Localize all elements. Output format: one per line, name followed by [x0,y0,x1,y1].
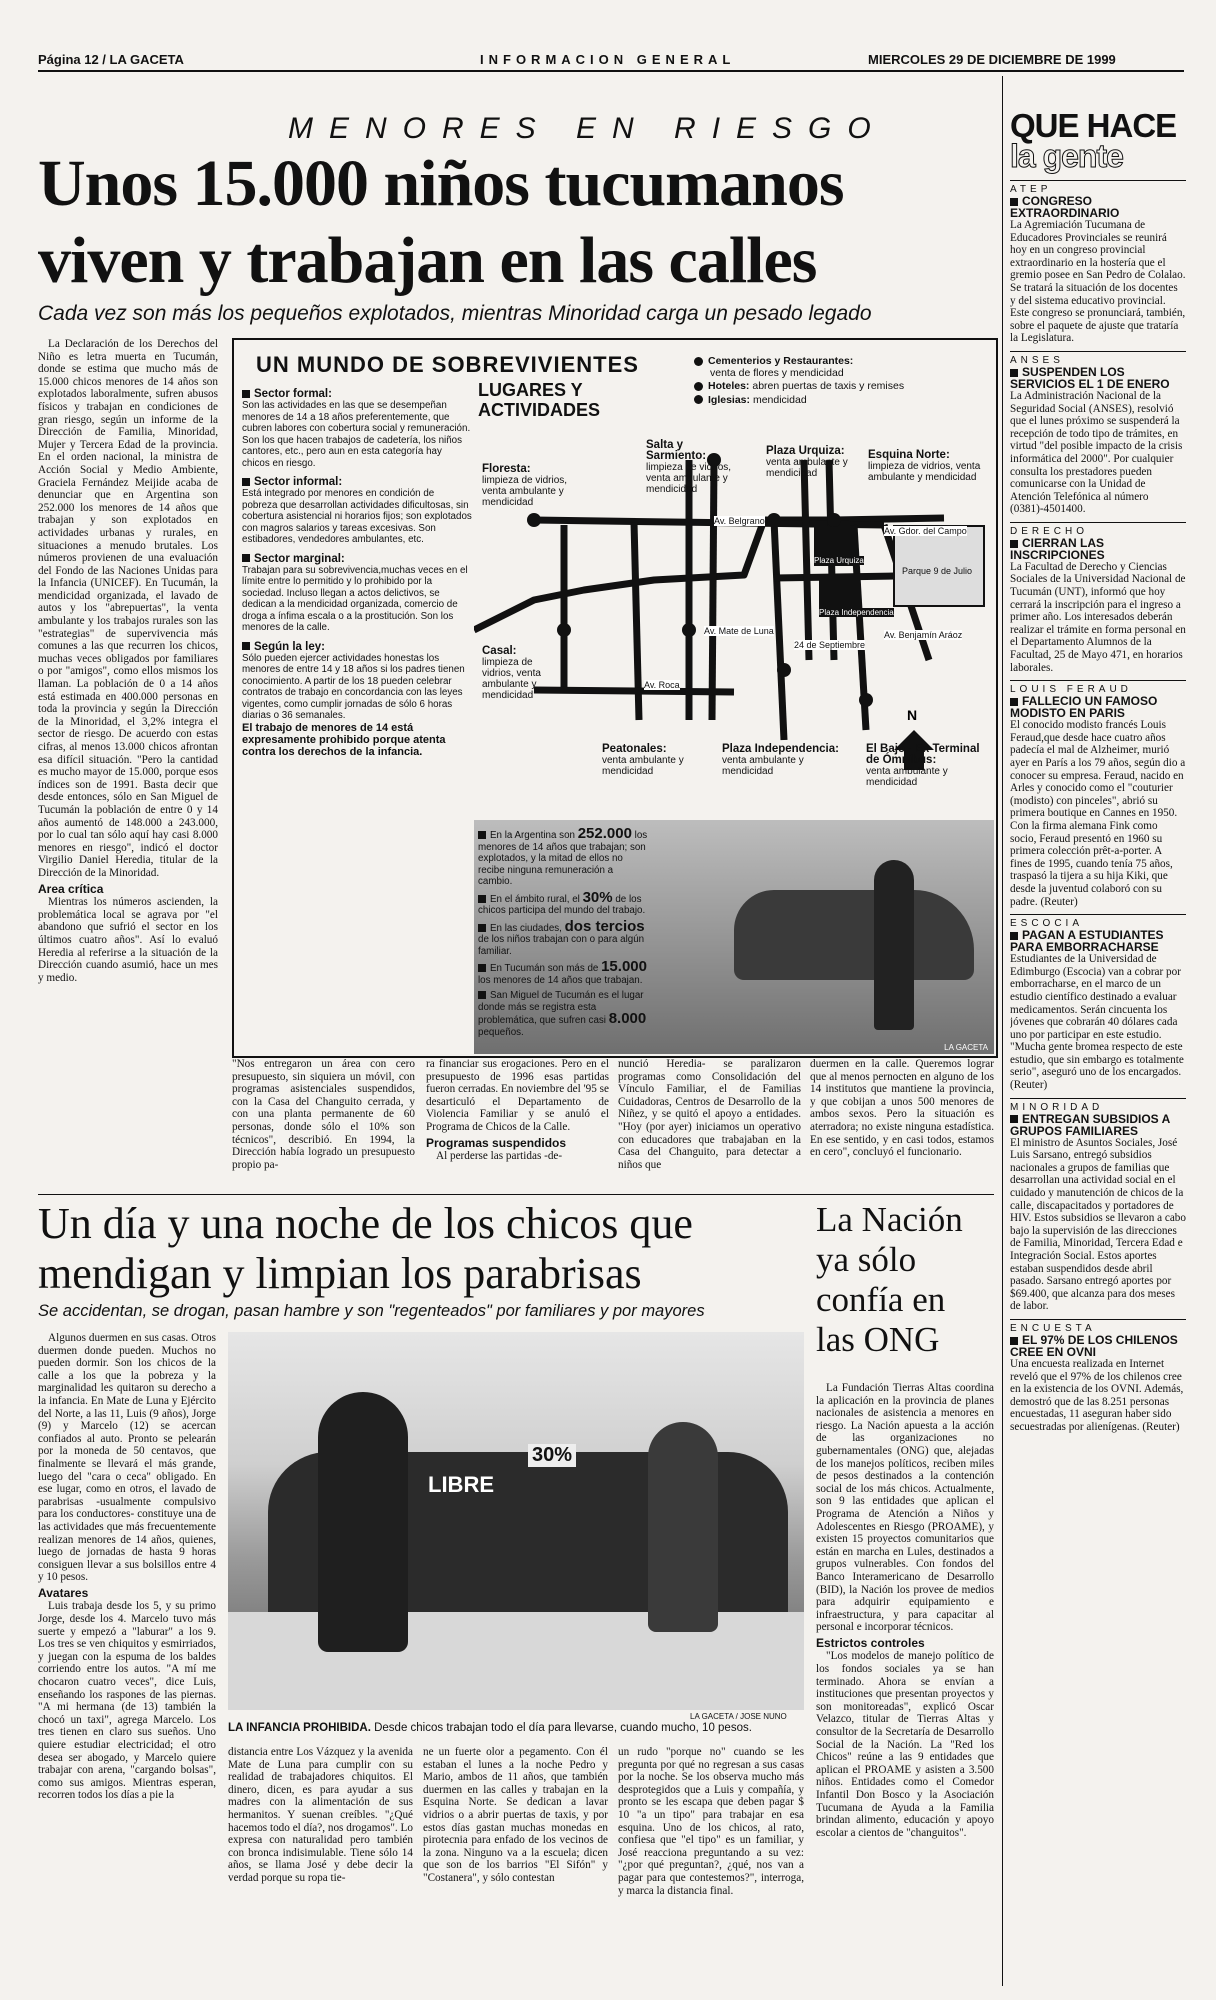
place-label: Esquina Norte: limpieza de vidrios, venta ambulante y mendicidad [868,449,981,483]
section-name: INFORMACION GENERAL [480,52,736,67]
sector-item [242,641,472,758]
map-legend [694,356,994,406]
street-label: Parque 9 de Julio [902,566,973,576]
main-bottom-col4 [810,1058,994,1188]
sidebar-item: ENCUESTA EL 97% DE LOS CHILENOS CREE EN OVNI Una encuesta realizada en Internet reveló que el 97% de los chilenos cree en la existencia de los OVNI. Además, demostró que de las 8.251 personas encuestadas, 11 aseguran haber sido secuestradas por alienígenas. (Reuter) [1010,1319,1186,1434]
main-bottom-text: nunció Heredia- se paralizaron programas como Consolidación del Vínculo Familiar, el de Familias Cuidadoras, Centros de Desarrollo de la Niñez, y se quitó el apoyo a entidades. "Hoy (por ayer) iniciamos un operativo con educadores que trabajaban en la Casa del Changuito, para detectar a niños que [618,1058,801,1171]
map-street [712,460,714,720]
infographic-subtitle: LUGARES Y ACTIVIDADES [478,380,601,420]
sidebar-title-1: QUE HACE [1010,110,1177,144]
map-street [534,690,734,692]
main-bottom-col3 [618,1058,801,1188]
child-silhouette [318,1392,408,1652]
sector-item [242,388,472,469]
map-point [827,513,841,527]
street-label: 24 de Septiembre [794,640,866,650]
sector-bold-text: El trabajo de menores de 14 está expresamente prohibido porque atenta contra los derechos de la infancia. [242,721,446,758]
place-label: Floresta: limpieza de vidrios, venta ambulante y mendicidad [482,463,568,508]
sector-item [242,476,472,546]
sector-text: Está integrado por menores en condición de pobreza que desarrollan actividades dificultosas, sin cobertura asistencial ni horarios fijos; son explotados con magros salarios y tareas excesivas. Son estibadores, vendedores ambulantes, etc. [242,488,472,545]
third-body-text: La Fundación Tierras Altas coordina la aplicación en la provincia de planes nacionales de asistencia a menores en riesgo. La Nación apuesta a la acción de las organizaciones no gubernamentales (ONG) que, alejadas de los manejos políticos, reciben miles de pesos destinados a la contención social de los más chicos. Actualmente, son 9 las entidades que aplican el Programa de Atención a Niños y Adolescentes en Riesgo (PROAME), y existen 15 proyectos comunitarios que están en marcha en Lules, destinados a grupos vulnerables. Con fondos del Banco Interamericano de Desarrollo (BID), la Nación los provee de medios para adquirir equipamiento e infraestructura, y para capacitar al personal e incorporar técnicos. [816,1382,994,1634]
sector-title: Sector informal: [254,476,343,488]
sidebar-item: DERECHO CIERRAN LAS INSCRIPCIONES La Facultad de Derecho y Ciencias Sociales de la Universidad Nacional de Tucumán (UNT), informó que hoy cerrará la inscripción para el ingreso a primer año. Los interesados deberán realizar el trámite en forma personal en el Departamento Alumnos de la Facultad, 25 de Mayo 471, en horarios laborales. [1010,522,1186,674]
second-bottom-col2 [423,1746,608,1986]
photo-sign: 30% [528,1444,576,1467]
main-subhead-area: Area crítica [38,881,104,896]
sector-text: Sólo pueden ejercer actividades honestas los menores de entre 14 y 18 años si los padres tienen conocimiento. A partir de los 18 pueden celebrar contratos de trabajo en concordancia con las leyes vigentes, como cumplir jornadas de sólo 6 horas diarias o 36 semanales. [242,652,465,721]
main-kicker: MENORES EN RIESGO [288,112,887,145]
infographic-credit: LA GACETA [944,1043,988,1052]
sector-text: Son las actividades en las que se desempeñan menores de 14 a 18 años preferentemente, que cubren labores con cobertura social y remuneración. Son los que hacen trabajos de cadetería, los niños cantores, etc., pero aun en esta categoría hay chicos en riesgo. [242,400,471,469]
street-label: Av. Mate de Luna [704,626,774,636]
map-point [859,693,873,707]
bullet-icon [1010,698,1018,706]
bullet-icon [478,924,486,932]
second-bottom-col1 [228,1746,413,1986]
second-bottom-text: ne un fuerte olor a pegamento. Con él estaban el lunes a la noche Pedro y Mario, ambos de 11 años, que también duermen en las calles y trabajan en la Esquina Norte. Se dedican a lavar vidrios o a abrir puertas de taxis, y por estos días gastan muchas monedas en pirotecnia para enfado de los vecinos de la zona. Ninguno va a la escuela; dicen que son de los barrios "El Sifón" y "Costanera", y sólo contestan [423,1746,608,1884]
legend-dot-icon [694,382,703,391]
second-bottom-col3 [618,1746,804,1986]
second-bottom-text: un rudo "porque no" cuando se les pregunta por qué no regresan a sus casas por la noche. Se los observa mucho más desprotegidos que a Luis y compañía, y pronto se les escapa que deben pagar $ 10 "a un tipo" para trabajar en esa esquina. Uno de los chicos, al rato, confiesa que "el tipo" es un familiar, y José reacciona preguntando a su vez: "¿por qué preguntan?, ¿qué, nos van a pagar para que contestemos?", interroga, y marca la distancia final. [618,1746,804,1897]
third-headline: La Nación ya sólo confía en las ONG [816,1200,963,1359]
legend-dot-icon [694,357,703,366]
photo-sign: LIBRE [428,1472,494,1497]
main-deck: Cada vez son más los pequeños explotados, mientras Minoridad carga un pesado legado [38,302,872,325]
fact-item: En Tucumán son más de 15.000 los menores de 14 años que trabajan. [478,958,647,986]
place-label: Peatonales: venta ambulante y mendicidad [602,743,684,777]
bullet-icon [478,991,486,999]
main-body-col1 [38,338,218,1073]
third-body [816,1382,994,1986]
map-street [804,460,809,660]
sidebar-item: LOUIS FERAUD FALLECIO UN FAMOSO MODISTO EN PARIS El conocido modisto francés Louis Feraud,que desde hace cuatro años padecía el mal de Alzheimer, murió ayer en París a los 79 años, según dio a conocer su empresa. Feraud, nacido en Arles y conocido como el "couturier (modisto) con pinceles", abrió su primera boutique en Cannes en 1950. Con la firma alemana Fink como socio, Feraud presentó en 1960 su primera colección prêt-a-porter. A fines de 1995, cuando tenía 75 años, traspasó la tijera a su hija Kiki, que desde la juventud colaboró con su padre. (Reuter) [1010,680,1186,908]
bullet-icon [478,831,486,839]
sector-title: Según la ley: [254,640,325,653]
section-divider [38,1194,994,1195]
second-bottom-text: distancia entre Los Vázquez y la avenida Mate de Luna para cumplir con su realidad de trabajadores chiquitos. El dinero, dicen, es para ayudar a sus madres con la alimentación de sus hermanitos. Y suenan creíbles. "¿Qué hacemos todo el día?, nos drogamos". Lo expresa con naturalidad pero también con bronca indisimulable. Tiene sólo 14 años, se llama José y debe decir la verdad porque su ropa tie- [228,1746,413,1884]
facts-list [478,825,648,1038]
page-number: Página 12 / LA GACETA [38,52,184,67]
legend-title: Hoteles: [708,380,750,392]
sidebar-item: ANSES SUSPENDEN LOS SERVICIOS EL 1 DE ENERO La Administración Nacional de la Seguridad Social (ANSES), resolvió que el lunes próximo se suspenderá la recepción de todo tipo de trámites, en virtud "del posible impacto de la crisis informática del 2000". Por cualquier consulta los prestadores pueden comunicarse con la Unidad de Atención Telefónica al número (0381)-4501400. [1010,351,1186,516]
street-label: Av. Belgrano [714,516,765,526]
bullet-icon [1010,1337,1018,1345]
sidebar-divider [1002,76,1003,1986]
second-headline-1: Un día y una noche de los chicos que [38,1199,693,1248]
third-body-text-b: "Los modelos de manejo político de los fondos sociales ya se han terminado. Ahora se envían a instituciones que presentan proyectos y son monitoreadas", explicó Oscar Velazco, titular de Tierras Altas y consultor de la Secretaría de Desarrollo Social de la Nación. La "Red los Chicos" reúne a las 9 entidades que aplican el PROAME y asisten a 3.500 niños. Entidades como el Comedor Infantil Don Bosco y la Asociación Tucumana de Ayuda a la Familia brindan alimento, educación y apoyo escolar a cientos de "changuitos". [816,1650,994,1839]
second-body-text: Algunos duermen en sus casas. Otros duermen donde pueden. Muchos no pueden dormir. Son los chicos de la calle a los que la pobreza y la marginalidad les quitaron su derecho a la infancia. En Mate de Luna y Ejército del Norte, a las 11, Luis (9 años), Jorge (9) y Marcelo (12) se acercan confiados al auto. Pronto se pelearán por la moneda de 50 centavos, que finalmente se llevará el más grande, luego del "cara o ceca" obligado. En ese lugar, como en otros, el lavado de parabrisas -usualmente compulsivo para los conductores- constituye una de las actividades que más frecuentemente realizan menores de 14 años, quienes, luego de jornadas de hasta 9 horas consiguen llevar a sus bolsillos entre 4 y 10 pesos. [38,1332,216,1584]
sector-list [242,388,472,765]
bullet-icon [242,390,250,398]
main-headline-1: Unos 15.000 niños tucumanos [38,147,844,220]
north-label: N [907,707,918,723]
car-hood-shape [228,1612,804,1710]
bullet-icon [1010,1115,1018,1123]
fact-item: En las ciudades, dos tercios de los niños trabajan con o para algún familiar. [478,917,645,957]
main-bottom-col1 [232,1058,415,1188]
legend-title: Iglesias: [708,393,751,406]
sidebar-item: ATEP CONGRESO EXTRAORDINARIO La Agremiación Tucumana de Educadores Provinciales se reunirá hoy en un congreso provincial extraordinario en la hostería que el gremio posee en San Pedro de Colalao. Se tratará la situación de los docentes y del sistema educativo provincial. Este congreso se pronunciará, también, sobre el paquete de ajuste que trataría la Legislatura. [1010,180,1186,345]
bullet-icon [242,554,250,562]
page-date: MIERCOLES 29 DE DICIEMBRE DE 1999 [868,52,1116,67]
map-point [557,623,571,637]
bullet-icon [242,642,250,650]
fact-item: San Miguel de Tucumán es el lugar donde más se registra esta problemática, que sufren casi 8.000 pequeños. [478,990,647,1038]
street-label: Av. Gdor. del Campo [884,526,967,536]
main-body-text: La Declaración de los Derechos del Niño es letra muerta en Tucumán, donde se estima que mucho más de 15.000 chicos menores de 14 años son explotados laboralmente, sufren abusos físicos y trabajan en condiciones de gran riesgo, según un informe de la Dirección de Familia, Minoridad, Mujer y Tercera Edad de la provincia. En el orden nacional, la ministra de Acción Social y Medio Ambiente, Graciela Fernández Meijide acaba de denunciar que en Argentina son 252.000 los menores de 14 años que trabajan y son explotados en actividades urbanas y rurales, en situaciones a menudo brutales. Los números provienen de una evaluación del Fondo de las Naciones Unidas para la Infancia (UNICEF). En Tucumán, la mendicidad organizada, el lavado de autos y los "abrepuertas", la venta ambulante y los trabajos rurales son las "estrategias" de supervivencia más comunes a las que recurren los chicos, muchas veces obligados por familiares o por "amigos", como ellos mismos los llaman. La población de 0 a 14 años está estimada en 400.000 personas en toda la provincia y según la Dirección de la Minoridad, el 3,2% integra el sector de riesgo. De acuerdo con estas cifras, al menos 13.000 chicos afrontan esa difícil situación. "Pero la cantidad es mucho mayor de 15.000, porque esos índices son de 1991. Basta decir que desde entonces, sólo en San Miguel de Tucumán la población de entre 0 y 14 años aumentó de 148.000 a 243.000, por lo cual tan sólo aquí hay casi 8.000 menores en riesgo", indicó el doctor Virgilio Daniel Heredia, titular de la Dirección de la Minoridad. [38,338,218,879]
sidebar-item: ESCOCIA PAGAN A ESTUDIANTES PARA EMBORRACHARSE Estudiantes de la Universidad de Edimburgo (Escocia) van a cobrar por emborracharse, en el marco de un estudio científico destinado a evaluar medicamentos. Serán cincuenta los jóvenes que cobrarán 40 dólares cada uno por participar en este estudio. "Mucha gente bromea respecto de este estudio, que sin embargo es totalmente serio", aseguró uno de los encargados. (Reuter) [1010,914,1186,1092]
bullet-icon [1010,198,1018,206]
main-bottom-text: duermen en la calle. Queremos lograr que al menos pernocten en alguno de los 14 institutos que mantiene la provincia, y que cobijan a unos 500 menores de ambos sexos. Pero la situación es aterradora; no existe ninguna estadística. En ese sentido, y en casi todos, estamos en cero", concluyó el funcionario. [810,1058,994,1159]
bullet-icon [478,895,486,903]
fact-item: En el ámbito rural, el 30% de los chicos participa del mundo del trabajo. [478,888,646,916]
legend-text: mendicidad [752,393,807,406]
photo-credit: LA GACETA / JOSE NUNO [690,1712,787,1721]
map-point [777,663,791,677]
sector-title: Sector formal: [254,388,332,400]
main-bottom-text: "Nos entregaron un área con cero presupuesto, sin siquiera un móvil, con programas asistenciales suspendidos, con la Casa del Changuito cerrada, y con una planta permanente de 60 personas, donde sólo el 10% son técnicos", describió. En 1994, la Dirección había logrado un presupuesto propio pa- [232,1058,415,1171]
bullet-icon [1010,369,1018,377]
bullet-icon [242,478,250,486]
place-label: Salta y Sarmiento: limpieza de vidrios, venta ambulante y mendicidad [646,439,732,495]
place-label: Casal: limpieza de vidrios, venta ambulante y mendicidad [482,645,541,701]
second-subhead: Avatares [38,1585,89,1600]
sector-item [242,553,472,634]
sector-title: Sector marginal: [254,552,345,565]
legend-text: venta de flores y mendicidad [710,366,844,379]
map-point [682,623,696,637]
second-body-col1 [38,1332,216,1982]
main-bottom-col2 [426,1058,609,1188]
infographic [232,338,998,1058]
fact-item: En la Argentina son 252.000 los menores de 14 años que trabajan; son explotados, y la mitad de ellos no recibe ninguna remuneración a cambio. [478,825,648,887]
place-label: El Bajo - Ex Terminal de Ómnibus: venta ambulante y mendicidad [866,743,980,788]
photo-caption: LA INFANCIA PROHIBIDA. Desde chicos trabajan todo el día para llevarse, cuando mucho, 10 pesos. [228,1722,752,1734]
main-bottom-text: Al perderse las partidas -de- [436,1150,563,1163]
sidebar-title-2: la gente [1010,138,1123,174]
sidebar-item: MINORIDAD ENTREGAN SUBSIDIOS A GRUPOS FAMILIARES El ministro de Asuntos Sociales, José Luis Sarsano, entregó subsidios nacionales a grupos de familias que desarrollan una actividad social en el cuidado y manutención de chicos de la calle, discapacitados y portadores de HIV. Estos subsidios se llevaron a cabo bajo la supervisión de las direcciones de Familia, Minoridad, Tercera Edad e Integración Social. Estos aportes estaban suspendidos desde abril pasado. Sarsano entregó aportes por $69.400, que alcanza para dos meses de labor. [1010,1098,1186,1313]
street-label: Plaza Independencia [819,608,894,617]
bullet-icon [478,964,486,972]
legend-title: Cementerios y Restaurantes: [708,355,854,367]
street-label: Plaza Urquiza [814,556,864,565]
street-label: Av. Roca [644,680,680,690]
second-photo [228,1332,804,1710]
place-label: Plaza Urquiza: venta ambulante y mendicidad [766,445,848,479]
third-subhead: Estrictos controles [816,1635,925,1650]
second-headline-2: mendigan y limpian los parabrisas [38,1249,642,1298]
place-label: Plaza Independencia: venta ambulante y mendicidad [722,743,839,777]
header-rule [38,70,1184,72]
main-bottom-text: ra financiar sus erogaciones. Pero en el presupuesto de 1996 esas partidas fueron cerradas. En noviembre del '95 se desarticuló el Departamento de Violencia Familiar y se anuló el Programa de Chicos de la Calle. [426,1058,609,1133]
map-point [527,513,541,527]
second-deck: Se accidentan, se drogan, pasan hambre y son "regenteados" por familiares y por mayores [38,1302,705,1320]
car-shape [734,890,974,980]
sector-text: Trabajan para su sobrevivencia,muchas veces en el límite entre lo permitido y lo prohibido por la sociedad. Incluso llegan a actos delictivos, se dedican a la mendicidad organizada, comercio de droga a ínfima escala o a la prostitución. Son los menores de la calle. [242,564,468,633]
map-street [774,520,784,740]
map-point [767,513,781,527]
second-body-text-b: Luis trabaja desde los 5, y su primo Jorge, desde los 4. Marcelo tuvo más suerte y empezó a "laburar" a los 9. Los tres se ven chiquitos y esmirriados, y juegan con la espuma de los baldes corriendo entre los autos. "A mí me chocaron cuatro veces", dice Luis, enseñando los raspones de las piernas. "A mi hermana (de 13) también la chocó un taxi", agrega Marcelo. Los tres tienen en claro sus sueños. Uno quiere estudiar electricidad; el otro desea ser abogado, y Marcelo quiere trabajar con arena, "cargando bolsas", como sus amigos. Mientras esperan, recorren todos los días a pie la [38,1600,216,1802]
child-silhouette [648,1422,718,1632]
main-headline-2: viven y trabajan en las calles [38,224,817,297]
main-body-text-b: Mientras los números ascienden, la problemática local se agrava por "el abandono que sufrió el sector en los últimos cuatro años". Así lo evaluó Heredia al referirse a la situación de la Dirección cuando asumió, hace un mes y medio. [38,896,218,984]
main-subhead-programs: Programas suspendidos [426,1135,567,1150]
bullet-icon [1010,540,1018,548]
bullet-icon [1010,932,1018,940]
infographic-title: UN MUNDO DE SOBREVIVIENTES [256,352,639,377]
legend-text: abren puertas de taxis y remises [752,380,905,392]
street-label: Av. Benjamín Aráoz [884,630,963,640]
sidebar [1010,110,1186,1990]
child-silhouette [874,860,914,1030]
